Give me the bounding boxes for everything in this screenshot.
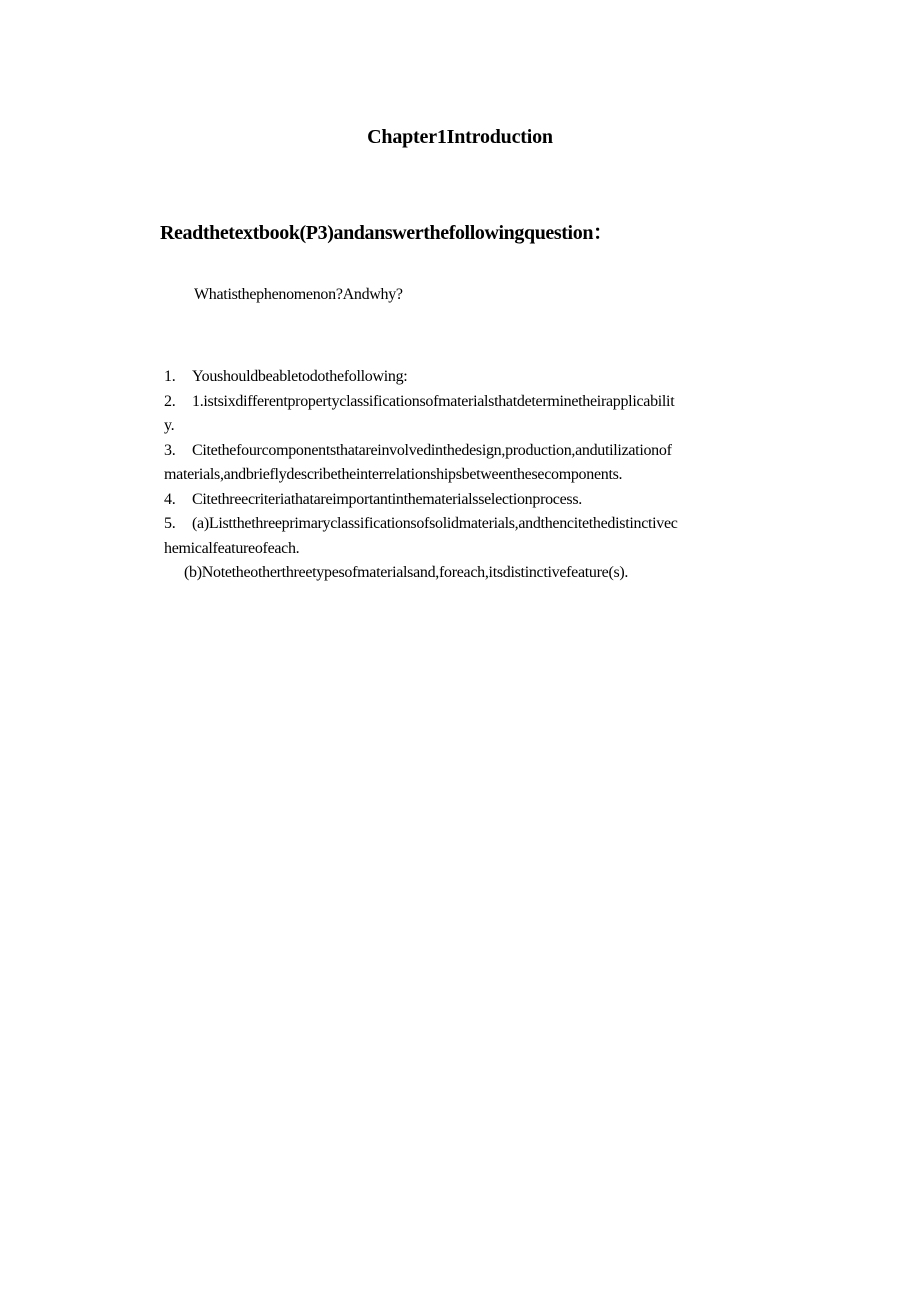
objective-subitem-line	[164, 561, 788, 586]
objective-number: 3.	[164, 441, 176, 459]
objective-line	[164, 488, 788, 513]
objective-text: hemicalfeatureofeach.	[164, 539, 300, 557]
objective-text: Citethreecriteriathatareimportantinthematerialsselectionprocess.	[192, 490, 582, 508]
question-text: Whatisthephenomenon?Andwhy?	[194, 286, 403, 303]
objective-line	[164, 390, 788, 415]
objective-text: Citethefourcomponentsthatareinvolvedinthedesign,production,andutilizationof	[192, 441, 672, 459]
objectives-list	[164, 365, 788, 586]
objective-text: 1.istsixdifferentpropertyclassificationsofmaterialsthatdeterminetheirapplicabilit	[192, 392, 675, 410]
objective-continuation-line	[164, 463, 788, 488]
objective-text: materials,andbrieflydescribetheinterrelationshipsbetweenthesecomponents.	[164, 466, 623, 483]
objective-text: Youshouldbeabletodothefollowing:	[192, 368, 408, 385]
objective-continuation-line	[164, 414, 788, 439]
objective-continuation-line	[164, 537, 788, 562]
objective-line	[164, 365, 788, 390]
objective-number: 2.	[164, 392, 176, 410]
objective-number: 1.	[164, 368, 176, 385]
objective-number: 4.	[164, 490, 176, 508]
objective-number: 5.	[164, 515, 176, 532]
objective-line	[164, 512, 788, 537]
objective-text: y.	[164, 417, 175, 434]
question-heading: Readthetextbook(P3)andanswerthefollowingquestion：	[160, 222, 613, 244]
objective-line	[164, 439, 788, 464]
objective-text: (a)Listthethreeprimaryclassificationsofsolidmaterials,andthencitethedistinctivec	[192, 515, 678, 532]
chapter-title: Chapter1Introduction	[367, 126, 553, 148]
objective-text: (b)Notetheotherthreetypesofmaterialsand,foreach,itsdistinctivefeature(s).	[184, 564, 629, 581]
